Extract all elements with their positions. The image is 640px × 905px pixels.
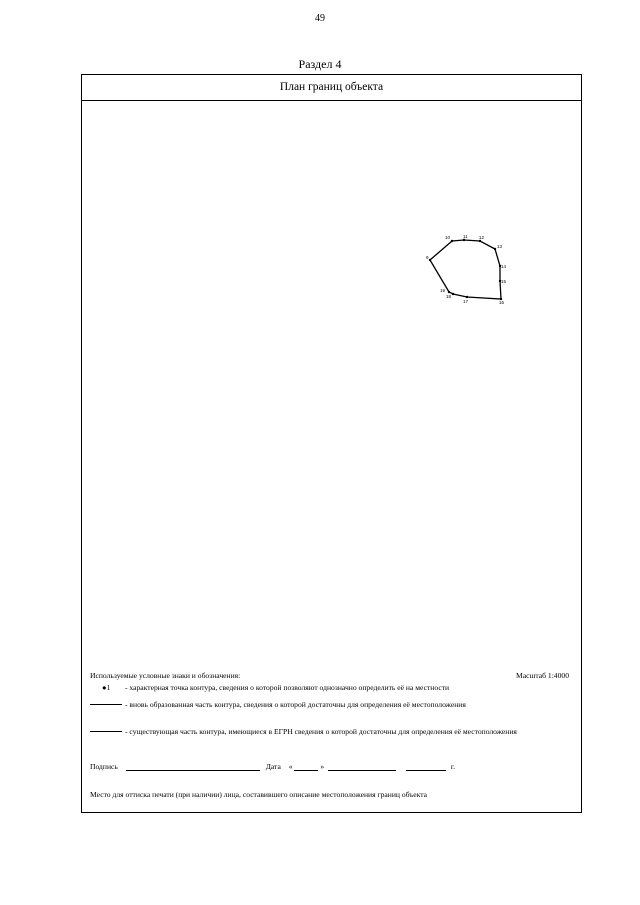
boundary-point-label-12: 12: [479, 235, 485, 240]
close-quote: »: [320, 762, 325, 771]
date-label: Дата: [265, 762, 281, 771]
boundary-point-label-18: 18: [446, 294, 452, 299]
boundary-point-label-17: 17: [463, 299, 469, 304]
legend-heading: Используемые условные знаки и обозначения:: [90, 671, 241, 680]
signature-row: [90, 762, 455, 771]
boundary-point-18: [452, 293, 454, 295]
boundary-points: [426, 234, 507, 305]
signature-field[interactable]: [126, 762, 260, 771]
page-number: 49: [315, 13, 325, 24]
day-field[interactable]: [294, 762, 318, 771]
boundary-point-17: [466, 296, 468, 298]
boundary-point-13: [494, 248, 496, 250]
boundary-point-9: [429, 259, 431, 261]
boundary-point-label-11: 11: [463, 234, 468, 239]
point-symbol: ●1: [102, 683, 111, 692]
year-suffix: г.: [450, 762, 456, 771]
section-title: Раздел 4: [298, 57, 342, 71]
boundary-point-19: [448, 291, 450, 293]
existing-contour-line-symbol: [90, 731, 122, 732]
legend-item-new-contour: - вновь образованная часть контура, сведения о которой достаточны для определения её местоположения: [125, 700, 466, 709]
boundary-point-label-15: 15: [501, 279, 507, 284]
boundary-point-label-13: 13: [497, 244, 503, 249]
legend-item-point: - характерная точка контура, сведения о которой позволяют однозначно определить её на местности: [125, 683, 450, 692]
legend-item-existing-contour: - существующая часть контура, имеющиеся в ЕГРН сведения о которой достаточны для определения её местоположения: [125, 727, 517, 736]
boundary-point-label-16: 16: [499, 300, 505, 305]
boundary-point-label-14: 14: [501, 264, 507, 269]
month-field[interactable]: [328, 762, 396, 771]
boundary-plan: [82, 75, 583, 665]
boundary-point-label-19: 19: [440, 288, 446, 293]
boundary-point-label-10: 10: [445, 235, 451, 240]
plan-frame: [81, 74, 582, 813]
open-quote: «: [288, 762, 293, 771]
boundary-point-11: [463, 239, 465, 241]
scale-label: Масштаб 1:4000: [516, 671, 569, 680]
year-field[interactable]: [406, 762, 446, 771]
stamp-text: Место для оттиска печати (при наличии) лица, составившего описание местоположения границ объекта: [90, 790, 428, 799]
frame-title: План границ объекта: [82, 75, 581, 101]
boundary-point-10: [451, 240, 453, 242]
boundary-point-label-9: 9: [426, 255, 429, 260]
signature-label: Подпись: [90, 762, 118, 771]
boundary-point-12: [479, 240, 481, 242]
new-contour-line-symbol: [90, 704, 122, 705]
